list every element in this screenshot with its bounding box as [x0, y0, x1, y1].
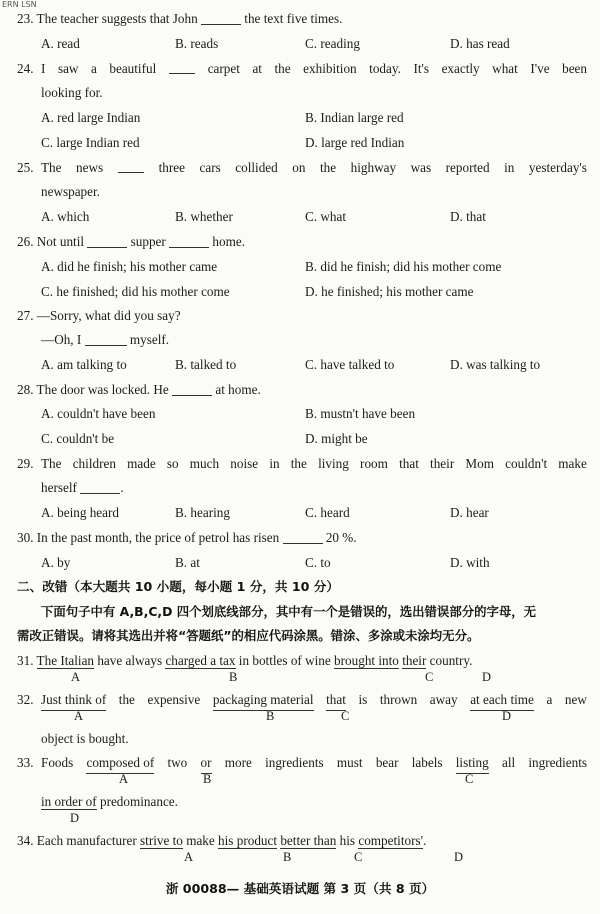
options-26-row2 — [0, 281, 600, 303]
answer-blank[interactable] — [118, 157, 144, 173]
option-c[interactable]: C. couldn't be — [41, 431, 115, 446]
option-c[interactable]: C. he finished; did his mother come — [41, 284, 230, 299]
label-c: C — [465, 772, 474, 786]
option-d[interactable]: D. hear — [450, 505, 489, 520]
option-b[interactable]: B. mustn't have been — [305, 406, 416, 421]
answer-blank[interactable] — [169, 233, 209, 248]
option-b[interactable]: B. at — [175, 555, 200, 570]
question-text: Foods composed of two or more ingredients must bear labels listing all ingredients — [41, 752, 587, 774]
underlined-part-d[interactable]: their — [402, 653, 427, 668]
option-c[interactable]: C. heard — [305, 505, 350, 520]
label-d: D — [502, 709, 512, 723]
option-b[interactable]: B. talked to — [175, 357, 237, 372]
answer-blank[interactable] — [283, 529, 323, 544]
question-31: 31. The Italian have always charged a tax in bottles of wine brought into their country. — [17, 653, 473, 668]
question-24-cont: looking for. — [41, 85, 103, 100]
underlined-part-a[interactable]: The Italian — [36, 653, 95, 668]
label-b: B — [229, 670, 238, 684]
question-32 — [0, 689, 600, 711]
option-a[interactable]: A. did he finish; his mother came — [41, 259, 218, 274]
question-33 — [0, 752, 600, 774]
option-b[interactable]: B. whether — [175, 209, 233, 224]
underlined-part-a[interactable]: Just think of — [41, 689, 106, 711]
question-23 — [0, 8, 600, 30]
options-28-row1 — [0, 403, 600, 425]
question-25-cont: newspaper. — [41, 184, 100, 199]
scan-corner-mark: ERN LSN — [2, 0, 37, 9]
option-c[interactable]: C. to — [305, 555, 331, 570]
label-a: A — [119, 772, 129, 786]
answer-blank[interactable] — [172, 381, 212, 396]
question-number: 29. — [17, 456, 34, 471]
underlined-part-a[interactable]: strive to — [140, 833, 183, 848]
question-text: Just think of the expensive packaging material that is thrown away at each time a new — [41, 689, 587, 711]
option-c[interactable]: C. large Indian red — [41, 135, 140, 150]
answer-blank[interactable] — [85, 331, 127, 346]
question-text: The children made so much noise in the living room that their Mom couldn't make — [41, 456, 587, 471]
underlined-part-a[interactable]: composed of — [86, 752, 154, 774]
option-c[interactable]: C. what — [305, 209, 347, 224]
label-a: A — [74, 709, 84, 723]
section-title: 二、改错（本大题共 10 小题，每小题 1 分，共 10 分） — [17, 579, 339, 594]
option-d[interactable]: D. with — [450, 555, 490, 570]
question-number: 32. — [17, 692, 34, 707]
label-d: D — [482, 670, 492, 684]
label-c: C — [341, 709, 350, 723]
question-text: the text five times. — [244, 11, 343, 26]
option-d[interactable]: D. that — [450, 209, 486, 224]
option-d[interactable]: D. has read — [450, 36, 510, 51]
question-text: The teacher suggests that John — [36, 11, 198, 26]
label-c: C — [425, 670, 434, 684]
option-d[interactable]: D. was talking to — [450, 357, 541, 372]
option-d[interactable]: D. he finished; his mother came — [305, 284, 474, 299]
option-a[interactable]: A. being heard — [41, 505, 119, 520]
option-a[interactable]: A. by — [41, 555, 71, 570]
options-24-row2 — [0, 132, 600, 154]
option-a[interactable]: A. which — [41, 209, 90, 224]
question-number: 25. — [17, 160, 34, 175]
question-text: The news three cars collided on the highway was reported in yesterday's — [41, 157, 587, 179]
option-b[interactable]: B. reads — [175, 36, 219, 51]
question-32-cont: object is bought. — [41, 731, 129, 746]
underlined-part-c[interactable]: brought into — [334, 653, 399, 668]
options-29 — [0, 502, 600, 524]
label-b: B — [283, 850, 292, 864]
option-d[interactable]: D. large red Indian — [305, 135, 405, 150]
underlined-part-c[interactable]: listing — [456, 752, 489, 774]
options-30 — [0, 552, 600, 574]
answer-blank[interactable] — [169, 58, 195, 74]
label-d: D — [70, 811, 80, 825]
question-27: 27. —Sorry, what did you say? — [17, 308, 181, 323]
option-a[interactable]: A. couldn't have been — [41, 406, 156, 421]
label-b: B — [266, 709, 275, 723]
label-b: B — [203, 772, 212, 786]
underlined-part-d[interactable]: in order of — [41, 794, 97, 809]
page-footer: 浙 00088— 基础英语试题 第 3 页（共 8 页） — [165, 881, 435, 896]
options-25 — [0, 206, 600, 228]
underlined-part-b[interactable]: charged a tax — [165, 653, 236, 668]
label-d: D — [454, 850, 464, 864]
options-27 — [0, 354, 600, 376]
underlined-part-b[interactable]: his product — [218, 833, 278, 848]
underlined-part-c[interactable]: better than — [280, 833, 337, 848]
question-26: 26. Not until supper home. — [17, 234, 246, 249]
underlined-part-b[interactable]: or — [201, 752, 212, 774]
question-33-cont: in order of predominance. — [41, 794, 178, 809]
section-instructions: 下面句子中有 A,B,C,D 四个划底线部分，其中有一个是错误的，选出错误部分的字母，无 — [41, 604, 537, 619]
option-a[interactable]: A. red large Indian — [41, 110, 141, 125]
section-instructions-cont: 需改正错误。请将其选出并将“答题纸”的相应代码涂黑。错涂、多涂或未涂均无分。 — [17, 628, 480, 643]
underlined-part-d[interactable]: competitors' — [358, 833, 423, 848]
label-c: C — [354, 850, 363, 864]
label-a: A — [184, 850, 194, 864]
underlined-part-b[interactable]: packaging material — [213, 689, 314, 711]
options-28-row2 — [0, 428, 600, 450]
option-a[interactable]: A. am talking to — [41, 357, 127, 372]
question-text: I saw a beautiful carpet at the exhibition today. It's exactly what I've been — [41, 58, 587, 80]
option-c[interactable]: C. have talked to — [305, 357, 395, 372]
underlined-part-d[interactable]: at each time — [470, 689, 534, 711]
answer-blank[interactable] — [87, 233, 127, 248]
options-23 — [0, 33, 600, 55]
option-a[interactable]: A. read — [41, 36, 80, 51]
question-29 — [0, 453, 600, 475]
label-a: A — [71, 670, 81, 684]
option-b[interactable]: B. did he finish; did his mother come — [305, 259, 502, 274]
question-number: 33. — [17, 755, 34, 770]
question-25 — [0, 157, 600, 179]
question-34: 34. Each manufacturer strive to make his product better than his competitors'. — [17, 833, 427, 848]
option-d[interactable]: D. might be — [305, 431, 368, 446]
question-number: 23. — [17, 11, 34, 26]
question-24 — [0, 58, 600, 80]
option-b[interactable]: B. Indian large red — [305, 110, 404, 125]
question-30: 30. In the past month, the price of petrol has risen 20 %. — [17, 530, 357, 545]
question-29-cont: herself . — [41, 480, 124, 495]
question-28: 28. The door was locked. He at home. — [17, 382, 261, 397]
options-26-row1 — [0, 256, 600, 278]
question-27-cont: —Oh, I myself. — [41, 332, 170, 347]
options-24-row1 — [0, 107, 600, 129]
answer-blank[interactable] — [201, 10, 241, 25]
answer-blank[interactable] — [80, 479, 120, 494]
question-number: 24. — [17, 61, 34, 76]
option-b[interactable]: B. hearing — [175, 505, 230, 520]
underlined-part-c[interactable]: that — [326, 689, 346, 711]
option-c[interactable]: C. reading — [305, 36, 360, 51]
